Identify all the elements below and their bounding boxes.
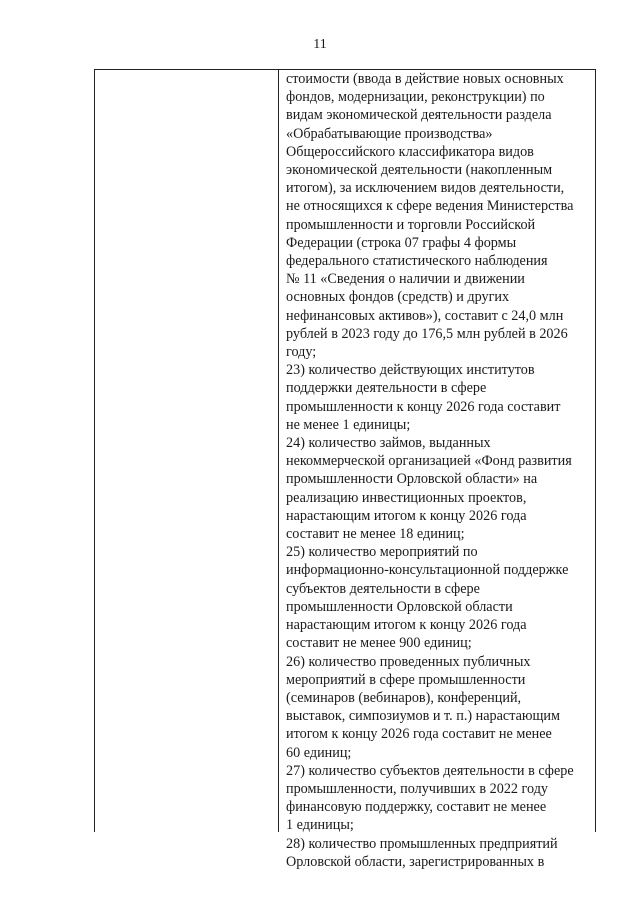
text-line: промышленности к концу 2026 года составит [286,398,561,415]
page-number: 11 [313,37,327,52]
text-line: Орловской области, зарегистрированных в [286,853,545,870]
text-line: промышленности, получивших в 2022 году [286,780,549,797]
text-line: мероприятий в сфере промышленности [286,671,526,688]
text-line: экономической деятельности (накопленным [286,162,553,179]
text-line: поддержки деятельности в сфере [286,380,487,397]
text-line: выставок, симпозиумов и т. п.) нарастающим [286,708,560,725]
text-line: Федерации (строка 07 графы 4 формы [286,234,517,251]
text-line: видам экономической деятельности раздела [286,107,552,124]
text-line: основных фондов (средств) и других [286,289,510,306]
text-line: № 11 «Сведения о наличии и движении [286,271,525,288]
text-line: нарастающим итогом к концу 2026 года [286,507,527,524]
text-line: рублей в 2023 году до 176,5 млн рублей в 2026 [286,325,568,342]
table-left-cell [95,70,279,832]
document-table [94,69,596,870]
text-line: составит не менее 900 единиц; [286,635,472,652]
text-line: 25) количество мероприятий по [286,544,478,561]
text-line: 28) количество промышленных предприятий [286,835,558,852]
text-line: Общероссийского классификатора видов [286,143,534,160]
text-line: 60 единиц; [286,744,352,761]
text-line: не относящихся к сфере ведения Министерства [286,198,574,215]
text-line: нефинансовых активов»), составит с 24,0 млн [286,307,564,324]
text-line: итогом), за исключением видов деятельности, [286,180,565,197]
text-line: некоммерческой организацией «Фонд развития [286,453,572,470]
text-line: нарастающим итогом к концу 2026 года [286,617,527,634]
text-line: итогом к концу 2026 года составит не менее [286,726,552,743]
text-line: промышленности и торговли Российской [286,216,536,233]
text-line: 24) количество займов, выданных [286,435,491,452]
text-line: не менее 1 единицы; [286,416,411,433]
text-line: 23) количество действующих институтов [286,362,535,379]
text-line: промышленности Орловской области [286,598,513,615]
text-line: 1 единицы; [286,817,354,834]
text-line: стоимости (ввода в действие новых основных [286,71,564,87]
text-line: промышленности Орловской области» на [286,471,538,488]
text-line: 27) количество субъектов деятельности в сфере [286,762,574,779]
text-line: (семинаров (вебинаров), конференций, [286,689,522,706]
text-line: «Обрабатывающие производства» [286,125,493,142]
text-line: субъектов деятельности в сфере [286,580,480,597]
table-right-cell [279,70,595,870]
text-line: информационно-консультационной поддержке [286,562,569,579]
text-line: фондов, модернизации, реконструкции) по [286,89,545,106]
text-line: реализацию инвестиционных проектов, [286,489,527,506]
text-line: году; [286,344,317,361]
text-line: федерального статистического наблюдения [286,253,548,270]
text-line: финансовую поддержку, составит не менее [286,799,547,816]
text-line: составит не менее 18 единиц; [286,526,465,543]
text-line: 26) количество проведенных публичных [286,653,531,670]
